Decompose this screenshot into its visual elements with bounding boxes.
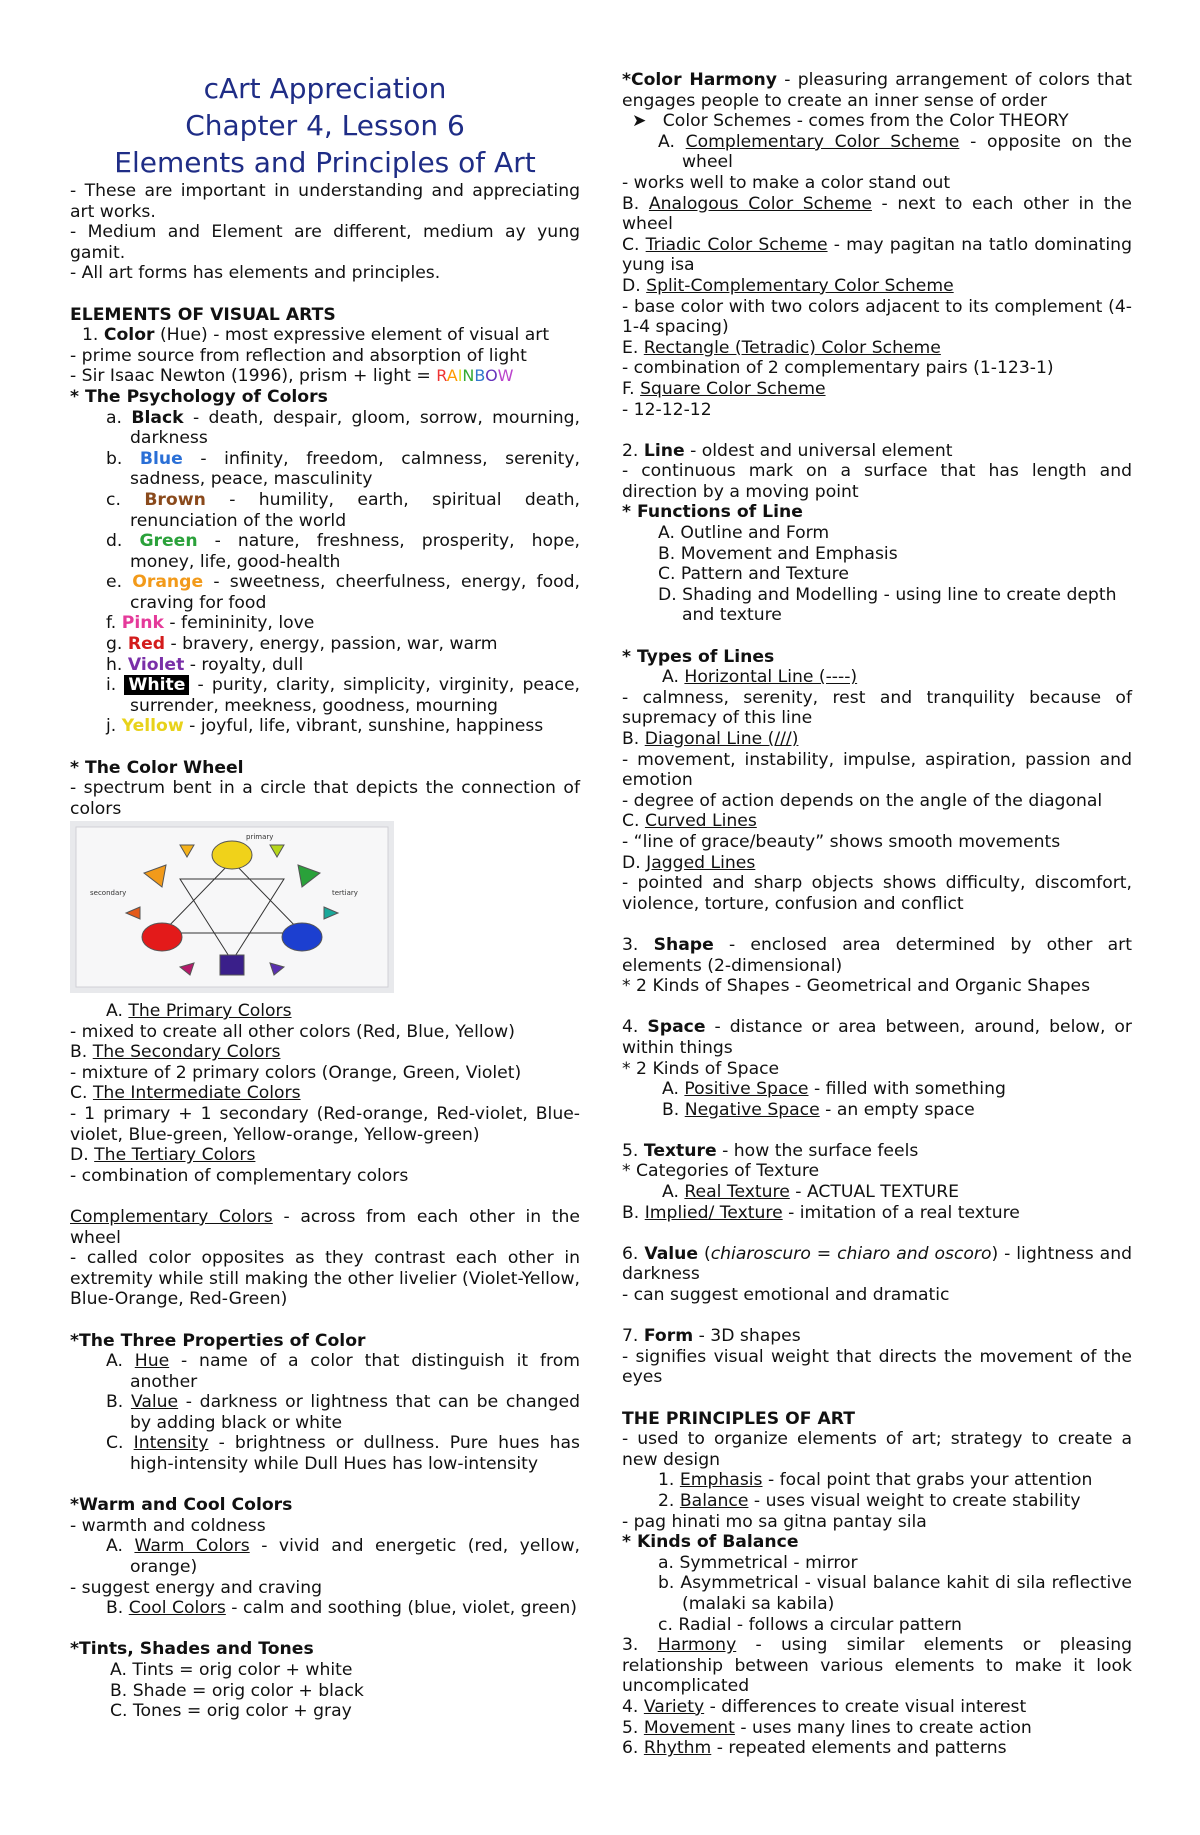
- psychology-item: [70, 675, 580, 716]
- warm-cool-desc: - warmth and coldness: [70, 1515, 266, 1536]
- line-types-heading: * Types of Lines: [622, 646, 775, 667]
- item-desc: - brightness or dullness. Pure hues has high-intensity while Dull Hues has low-intensity: [130, 1433, 581, 1475]
- wheel-label-secondary: secondary: [90, 889, 127, 898]
- line-type: [622, 853, 1132, 874]
- line-function: D. Shading and Modelling - using line to create depth and texture: [658, 584, 1117, 626]
- item-term: Value: [130, 1392, 179, 1413]
- shape-note: * 2 Kinds of Shapes - Geometrical and Organic Shapes: [622, 976, 1091, 997]
- intro-2: - Medium and Element are different, medium ay yung gamit.: [70, 222, 580, 263]
- color-scheme: [622, 358, 1132, 379]
- psychology-item: [70, 408, 580, 449]
- psychology-item: [70, 655, 580, 676]
- item-term: The Secondary Colors: [92, 1042, 281, 1063]
- line-type-desc: - degree of action depends on the angle of the diagonal: [622, 790, 1103, 811]
- wheel-label-primary: primary: [246, 833, 274, 842]
- intro-1: - These are important in understanding and appreciating art works.: [70, 181, 580, 222]
- title-line-1: cArt Appreciation: [203, 72, 447, 105]
- psychology-item: [70, 531, 580, 572]
- color-meaning: - humility, earth, spiritual death, renunciation of the world: [130, 489, 580, 531]
- item-desc: - darkness or lightness that can be changed by adding black or white: [130, 1392, 580, 1433]
- scheme-list: [622, 194, 1132, 421]
- properties-list: [70, 1351, 580, 1475]
- principle-item: [622, 1635, 1132, 1697]
- color-wheel-heading: * The Color Wheel: [70, 757, 244, 778]
- item-term: The Primary Colors: [128, 1001, 292, 1021]
- line-desc: - continuous mark on a surface that has length and direction by a moving point: [622, 461, 1132, 502]
- item-desc: - uses many lines to create action: [734, 1717, 1032, 1738]
- item-term: Rectangle (Tetradic) Color Scheme: [643, 337, 941, 358]
- item-letter: e.: [106, 572, 123, 593]
- rainbow-letter: O: [485, 366, 498, 386]
- complementary-colors: Complementary Colors - across from each other in the wheel: [70, 1206, 581, 1248]
- item-letter: D.: [622, 275, 647, 296]
- item-letter: B.: [622, 729, 645, 749]
- warm-cool-heading: *Warm and Cool Colors: [70, 1495, 293, 1516]
- color-scheme: [622, 400, 1132, 421]
- item-term: Split-Complementary Color Scheme: [646, 275, 954, 296]
- properties-heading: *The Three Properties of Color: [70, 1330, 366, 1351]
- wheel-item-desc: - combination of complementary colors: [70, 1165, 409, 1186]
- element-space: 4. Space - distance or area between, around, below, or within things: [622, 1017, 1132, 1058]
- color-name: White: [124, 675, 189, 695]
- color-meaning: - femininity, love: [163, 613, 315, 634]
- item-desc: - 12-12-12: [622, 399, 712, 420]
- item-term: Variety: [643, 1696, 705, 1717]
- color-property: [70, 1433, 580, 1474]
- item-term: Square Color Scheme: [640, 378, 826, 399]
- item-letter: C.: [70, 1083, 93, 1104]
- element-line: 2. Line - oldest and universal element: [622, 440, 953, 461]
- color-name: Yellow: [121, 716, 184, 737]
- complementary-colors-desc: - called color opposites as they contrast each other in extremity while still making the other livelier (Violet-Yellow, Blue-Orange, Red-Green): [70, 1248, 580, 1310]
- warm-note: - suggest energy and craving: [70, 1577, 323, 1598]
- title-line-3: Elements and Principles of Art: [114, 146, 536, 179]
- item-letter: E.: [622, 337, 644, 358]
- color-name: Blue: [139, 448, 183, 469]
- color-name: Violet: [127, 654, 185, 675]
- item-term: The Intermediate Colors: [92, 1083, 301, 1104]
- balance-note: - pag hinati mo sa gitna pantay sila: [622, 1511, 927, 1532]
- color-name: Green: [139, 531, 198, 552]
- element-shape: 3. Shape - enclosed area determined by other art elements (2-dimensional): [622, 934, 1132, 976]
- psychology-list: [70, 408, 580, 738]
- color-property: [70, 1351, 580, 1392]
- item-letter: C.: [622, 234, 646, 255]
- psychology-item: [70, 634, 580, 655]
- real-texture: A. Real Texture - ACTUAL TEXTURE: [662, 1182, 960, 1203]
- item-letter: 6.: [622, 1738, 644, 1759]
- tints-heading: *Tints, Shades and Tones: [70, 1639, 314, 1660]
- line-type: [622, 811, 1132, 832]
- wheel-item: [70, 1145, 580, 1166]
- item-letter: i.: [106, 675, 117, 696]
- color-wheel-desc: - spectrum bent in a circle that depicts the connection of colors: [70, 778, 580, 819]
- value-note: - can suggest emotional and dramatic: [622, 1285, 950, 1306]
- line-function: A. Outline and Form: [658, 523, 830, 544]
- psychology-item: [70, 716, 580, 737]
- balance-kind: b. Asymmetrical - visual balance kahit di sila reflective (malaki sa kabila): [658, 1573, 1132, 1614]
- item-term: Harmony: [657, 1635, 737, 1656]
- color-scheme: [622, 338, 1132, 359]
- item-desc: - repeated elements and patterns: [711, 1738, 1007, 1759]
- line-functions-heading: * Functions of Line: [622, 502, 803, 523]
- wheel-item: [70, 1042, 580, 1063]
- color-meaning: - joyful, life, vibrant, sunshine, happiness: [183, 716, 544, 737]
- item-letter: g.: [106, 634, 123, 655]
- item-letter: C.: [106, 1433, 124, 1454]
- item-term: Intensity: [133, 1433, 209, 1454]
- item-desc: - base color with two colors adjacent to its complement (4-1-4 spacing): [622, 296, 1132, 338]
- item-term: Analogous Color Scheme: [648, 193, 872, 214]
- item-letter: a.: [106, 407, 122, 428]
- item-letter: C.: [622, 811, 645, 832]
- color-wheel-image: [70, 821, 394, 993]
- line-type-desc: - pointed and sharp objects shows difficulty, discomfort, violence, torture, confusion and conflict: [622, 873, 1132, 914]
- principle-balance: 2. Balance - uses visual weight to create stability: [658, 1490, 1081, 1511]
- principle-item: [622, 1738, 1132, 1759]
- wheel-label-tertiary: tertiary: [332, 889, 358, 898]
- item-letter: B.: [106, 1392, 124, 1413]
- positive-space: A. Positive Space - filled with something: [662, 1079, 1006, 1100]
- line-type-desc: - movement, instability, impulse, aspiration, passion and emotion: [622, 749, 1132, 791]
- line-type-desc: - “line of grace/beauty” shows smooth movements: [622, 831, 1061, 852]
- line-types-list: [622, 729, 1132, 914]
- form-note: - signifies visual weight that directs the movement of the eyes: [622, 1346, 1132, 1388]
- rainbow-letter: A: [446, 366, 458, 386]
- item-term: Curved Lines: [644, 811, 757, 832]
- color-scheme: [622, 194, 1132, 235]
- element-value: 6. Value (chiaroscuro = chiaro and oscoro) - lightness and darkness: [622, 1243, 1132, 1285]
- item-term: Jagged Lines: [646, 852, 756, 873]
- item-letter: D.: [70, 1145, 95, 1166]
- scheme-complementary-note: - works well to make a color stand out: [622, 172, 951, 193]
- line-function: B. Movement and Emphasis: [658, 543, 898, 564]
- color-meaning: - nature, freshness, prosperity, hope, money, life, good-health: [130, 531, 580, 572]
- principle-item: [622, 1697, 1132, 1718]
- color-scheme: [622, 297, 1132, 338]
- color-harmony: *Color Harmony - pleasuring arrangement of colors that engages people to create an inner sense of order: [622, 70, 1132, 111]
- principle-item: [622, 1718, 1132, 1739]
- principle-list: [622, 1635, 1132, 1759]
- item-term: Triadic Color Scheme: [645, 234, 828, 255]
- cool-colors: B. Cool Colors - calm and soothing (blue, violet, green): [106, 1598, 578, 1619]
- wheel-item: [70, 1083, 580, 1104]
- space-note: * 2 Kinds of Space: [622, 1058, 780, 1079]
- color-meaning: - sweetness, cheerfulness, energy, food, craving for food: [130, 572, 580, 613]
- psychology-heading: * The Psychology of Colors: [70, 386, 328, 407]
- title-line-2: Chapter 4, Lesson 6: [185, 109, 465, 142]
- element-color: 1. Color (Hue) - most expressive element of visual art: [82, 325, 550, 346]
- principles-heading: THE PRINCIPLES OF ART: [622, 1408, 855, 1429]
- item-letter: B.: [622, 193, 649, 214]
- item-desc: - using similar elements or pleasing relationship between various elements to make it look uncomplicated: [622, 1635, 1132, 1697]
- wheel-items: [70, 1001, 580, 1186]
- item-desc: - name of a color that distinguish it from another: [130, 1351, 580, 1392]
- item-term: Hue: [134, 1351, 170, 1372]
- balance-kind: a. Symmetrical - mirror: [658, 1552, 858, 1573]
- color-note-1: - prime source from reflection and absorption of light: [70, 345, 527, 366]
- wheel-item: [70, 1001, 580, 1022]
- intro-3: - All art forms has elements and principles.: [70, 263, 441, 284]
- texture-note: * Categories of Texture: [622, 1161, 820, 1182]
- wheel-item-desc: - mixture of 2 primary colors (Orange, Green, Violet): [70, 1062, 522, 1083]
- item-letter: D.: [622, 852, 647, 873]
- item-letter: b.: [106, 448, 123, 469]
- balance-kind: c. Radial - follows a circular pattern: [658, 1614, 962, 1635]
- item-letter: F.: [622, 378, 641, 399]
- item-letter: d.: [106, 531, 123, 552]
- color-meaning: - bravery, energy, passion, war, warm: [165, 634, 498, 655]
- negative-space: B. Negative Space - an empty space: [662, 1099, 975, 1120]
- item-letter: 5.: [622, 1717, 644, 1738]
- rainbow-word: [436, 366, 513, 386]
- rainbow-letter: N: [462, 366, 475, 386]
- balance-kinds-heading: * Kinds of Balance: [622, 1532, 799, 1553]
- item-letter: j.: [106, 716, 117, 737]
- color-meaning: - royalty, dull: [184, 654, 304, 675]
- item-letter: c.: [106, 489, 121, 510]
- item-desc: - combination of 2 complementary pairs (1-123-1): [622, 358, 1054, 379]
- tones-item: C. Tones = orig color + gray: [110, 1701, 352, 1722]
- item-term: Diagonal Line (///): [644, 729, 799, 749]
- line-type-horizontal: A. Horizontal Line (----): [662, 667, 858, 688]
- wheel-item-desc: - mixed to create all other colors (Red, Blue, Yellow): [70, 1021, 515, 1042]
- color-note-2: - Sir Isaac Newton (1996), prism + light = RAINBOW: [70, 366, 514, 387]
- item-letter: f.: [106, 613, 117, 634]
- item-term: Rhythm: [643, 1738, 712, 1759]
- color-name: Black: [131, 407, 184, 428]
- psychology-item: [70, 613, 580, 634]
- rainbow-letter: B: [474, 366, 486, 386]
- rainbow-letter: R: [436, 366, 447, 386]
- shade-item: B. Shade = orig color + black: [110, 1680, 364, 1701]
- psychology-item: [70, 490, 580, 531]
- warm-colors: A. Warm Colors - vivid and energetic (red, yellow, orange): [106, 1536, 580, 1578]
- line-type: [622, 729, 1132, 750]
- item-desc: - may pagitan na tatlo dominating yung isa: [622, 234, 1132, 276]
- item-letter: A.: [106, 1351, 123, 1372]
- psychology-item: [70, 449, 580, 490]
- line-type-horizontal-desc: - calmness, serenity, rest and tranquility because of supremacy of this line: [622, 687, 1132, 729]
- color-property: [70, 1392, 580, 1433]
- color-schemes-intro: ➤ Color Schemes - comes from the Color THEORY: [632, 111, 1069, 132]
- rainbow-letter: W: [497, 366, 514, 386]
- scheme-complementary: A. Complementary Color Scheme - opposite on the wheel: [658, 131, 1132, 173]
- item-desc: - differences to create visual interest: [704, 1696, 1027, 1717]
- item-letter: 4.: [622, 1696, 644, 1717]
- item-letter: A.: [106, 1001, 129, 1021]
- color-meaning: - death, despair, gloom, sorrow, mourning, darkness: [130, 407, 581, 449]
- elements-heading: ELEMENTS OF VISUAL ARTS: [70, 304, 336, 325]
- color-scheme: [622, 235, 1132, 276]
- left-column: [70, 70, 580, 1722]
- color-scheme: [622, 379, 1132, 400]
- tints-item: A. Tints = orig color + white: [110, 1660, 353, 1680]
- item-term: The Tertiary Colors: [94, 1145, 256, 1166]
- element-form: 7. Form - 3D shapes: [622, 1326, 801, 1347]
- item-term: Movement: [643, 1717, 735, 1738]
- wheel-item-desc: - 1 primary + 1 secondary (Red-orange, Red-violet, Blue-violet, Blue-green, Yellow-orange, Yellow-green): [70, 1103, 580, 1145]
- principles-desc: - used to organize elements of art; strategy to create a new design: [622, 1429, 1132, 1470]
- principle-emphasis: 1. Emphasis - focal point that grabs your attention: [658, 1470, 1093, 1491]
- page-title: [70, 70, 580, 181]
- color-name: Orange: [132, 572, 204, 593]
- implied-texture: B. Implied/ Texture - imitation of a real texture: [622, 1202, 1020, 1223]
- rainbow-letter: I: [457, 366, 463, 386]
- item-letter: 3.: [622, 1635, 658, 1656]
- item-desc: - next to each other in the wheel: [622, 193, 1132, 235]
- color-meaning: - purity, clarity, simplicity, virginity, peace, surrender, meekness, goodness, mourning: [130, 675, 581, 716]
- color-name: Brown: [144, 489, 206, 510]
- item-letter: h.: [106, 654, 123, 675]
- right-column: [622, 70, 1132, 1759]
- psychology-item: [70, 572, 580, 613]
- element-texture: 5. Texture - how the surface feels: [622, 1140, 919, 1161]
- color-name: Pink: [121, 613, 164, 634]
- item-letter: B.: [70, 1042, 93, 1063]
- line-function: C. Pattern and Texture: [658, 564, 849, 585]
- color-scheme: [622, 276, 1132, 297]
- color-name: Red: [127, 634, 166, 655]
- color-meaning: - infinity, freedom, calmness, serenity, sadness, peace, masculinity: [130, 448, 580, 490]
